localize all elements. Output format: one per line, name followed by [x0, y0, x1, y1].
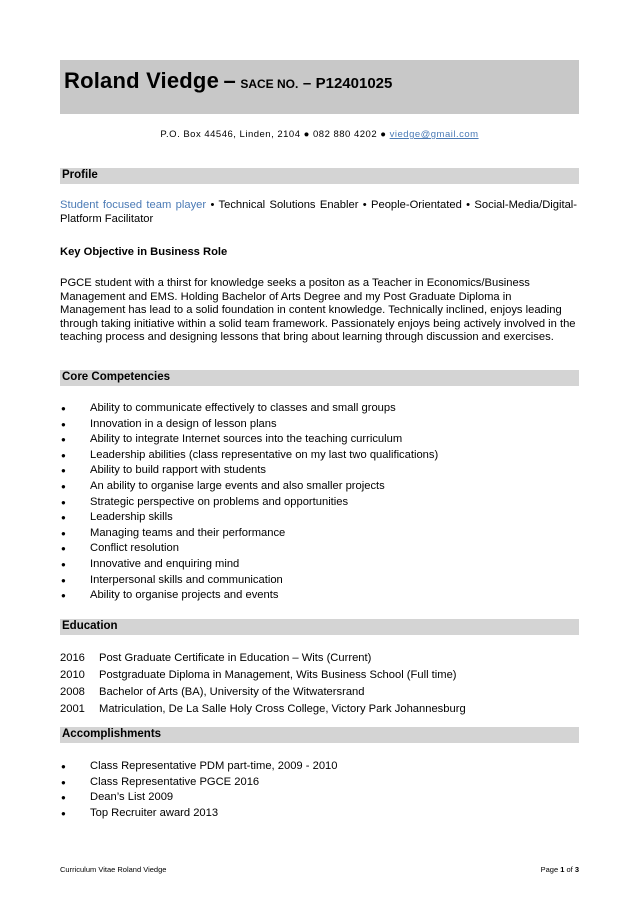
list-item-text: Leadership skills [90, 511, 173, 524]
accomplishment-list [60, 759, 577, 821]
candidate-name: Roland Viedge [64, 68, 219, 93]
list-item-text: Top Recruiter award 2013 [90, 806, 219, 819]
list-item [60, 588, 577, 604]
bullet-icon: ● [61, 528, 66, 538]
profile-tagline [60, 199, 577, 226]
name-line [64, 68, 392, 94]
list-item-text: Leadership abilities (class representative on my last two qualifications) [90, 448, 439, 461]
education-row [60, 650, 577, 667]
list-item [60, 495, 577, 511]
footer-title: Curriculum Vitae Roland Viedge [60, 865, 167, 874]
name-header-bar [60, 60, 579, 114]
name-dash: – [223, 68, 236, 93]
list-item-text: Class Representative PGCE 2016 [90, 775, 260, 788]
section-header-profile [60, 168, 579, 184]
contact-details: P.O. Box 44546, Linden, 2104 ● 082 880 4202 ● [160, 129, 387, 140]
bullet-icon: ● [61, 762, 66, 771]
sace-label: SACE NO. [240, 77, 299, 91]
list-item-text: Conflict resolution [90, 542, 179, 555]
email-link[interactable]: viedge@gmail.com [389, 129, 479, 140]
bullet-icon: ● [61, 513, 66, 523]
list-item [60, 432, 577, 448]
bullet-icon: ● [61, 793, 66, 803]
page-number: 1 [560, 865, 565, 874]
tagline-highlight: Student focused team player [60, 199, 207, 211]
education-description: Bachelor of Arts (BA), University of the Witwatersrand [99, 686, 365, 698]
bullet-icon: ● [61, 575, 66, 585]
list-item-text: Dean’s List 2009 [90, 791, 174, 804]
section-title: Accomplishments [62, 728, 162, 740]
objective-heading: Key Objective in Business Role [60, 246, 228, 258]
page-footer [60, 865, 579, 874]
list-item [60, 479, 577, 495]
list-item [60, 573, 577, 589]
bullet-icon: ● [61, 404, 66, 413]
section-title: Education [62, 620, 118, 632]
bullet-icon: ● [61, 591, 66, 601]
sace-dash: – [302, 75, 312, 92]
bullet-icon: ● [61, 450, 66, 460]
list-item [60, 463, 577, 479]
list-item [60, 806, 577, 822]
bullet-icon: ● [61, 466, 66, 476]
list-item-text: Innovative and enquiring mind [90, 557, 240, 570]
list-item-text: Ability to communicate effectively to classes and small groups [90, 402, 396, 414]
section-title: Core Competencies [62, 371, 171, 383]
list-item [60, 448, 577, 464]
education-year: 2010 [60, 669, 85, 681]
bullet-icon: ● [61, 777, 66, 787]
of-label: of [564, 865, 575, 874]
bullet-icon: ● [61, 497, 66, 507]
education-description: Matriculation, De La Salle Holy Cross College, Victory Park Johannesburg [99, 703, 466, 715]
education-list [60, 650, 577, 718]
section-header-accomplishments [60, 727, 579, 743]
page-total: 3 [574, 865, 579, 874]
list-item-text: Innovation in a design of lesson plans [90, 417, 277, 430]
list-item [60, 417, 577, 433]
list-item-text: Managing teams and their performance [90, 526, 286, 539]
objective-text: PGCE student with a thirst for knowledge seeks a positon as a Teacher in Economics/Business Management and EMS. Holding Bachelor of Arts Degree and my Post Graduate Diploma in Management has lead to a solid foundation in content knowledge. Technically inclined, enjoys leading through taking initiative within a solid team framework. Passionately enjoys being actively involved in the teaching process and designing lessons that bring about learning through discussion and exercises. [60, 277, 576, 343]
sace-number: P12401025 [315, 75, 393, 92]
bullet-icon: ● [61, 481, 66, 491]
education-row [60, 701, 577, 718]
education-year: 2008 [60, 686, 85, 698]
list-item-text: Ability to build rapport with students [90, 464, 266, 477]
list-item-text: An ability to organise large events and also smaller projects [90, 479, 385, 492]
list-item [60, 557, 577, 573]
tagline-rest: • Technical Solutions Enabler • People-Orientated • Social-Media/Digital-Platform Facilitator [60, 199, 578, 225]
education-row [60, 684, 577, 701]
list-item [60, 759, 577, 775]
bullet-icon: ● [61, 544, 66, 554]
list-item-text: Class Representative PDM part-time, 2009 - 2010 [90, 760, 338, 772]
bullet-icon: ● [61, 559, 66, 569]
education-description: Post Graduate Certificate in Education – Wits (Current) [99, 652, 372, 664]
education-description: Postgraduate Diploma in Management, Wits Business School (Full time) [99, 669, 457, 681]
list-item [60, 775, 577, 791]
list-item-text: Ability to organise projects and events [90, 589, 279, 602]
contact-line [60, 129, 579, 140]
list-item [60, 526, 577, 542]
list-item [60, 790, 577, 806]
education-year: 2001 [60, 703, 85, 715]
bullet-icon: ● [61, 419, 66, 429]
list-item-text: Strategic perspective on problems and opportunities [90, 495, 349, 508]
education-row [60, 667, 577, 684]
page-label: Page [540, 865, 561, 874]
list-item [60, 401, 577, 417]
competency-list [60, 401, 577, 604]
education-year: 2016 [60, 652, 85, 664]
section-header-education [60, 619, 579, 635]
list-item-text: Interpersonal skills and communication [90, 573, 283, 586]
list-item [60, 541, 577, 557]
bullet-icon: ● [61, 435, 66, 445]
section-title: Profile [62, 169, 98, 181]
page-indicator [541, 865, 579, 874]
list-item-text: Ability to integrate Internet sources into the teaching curriculum [90, 433, 403, 446]
bullet-icon: ● [61, 808, 66, 818]
list-item [60, 510, 577, 526]
section-header-competencies [60, 370, 579, 386]
